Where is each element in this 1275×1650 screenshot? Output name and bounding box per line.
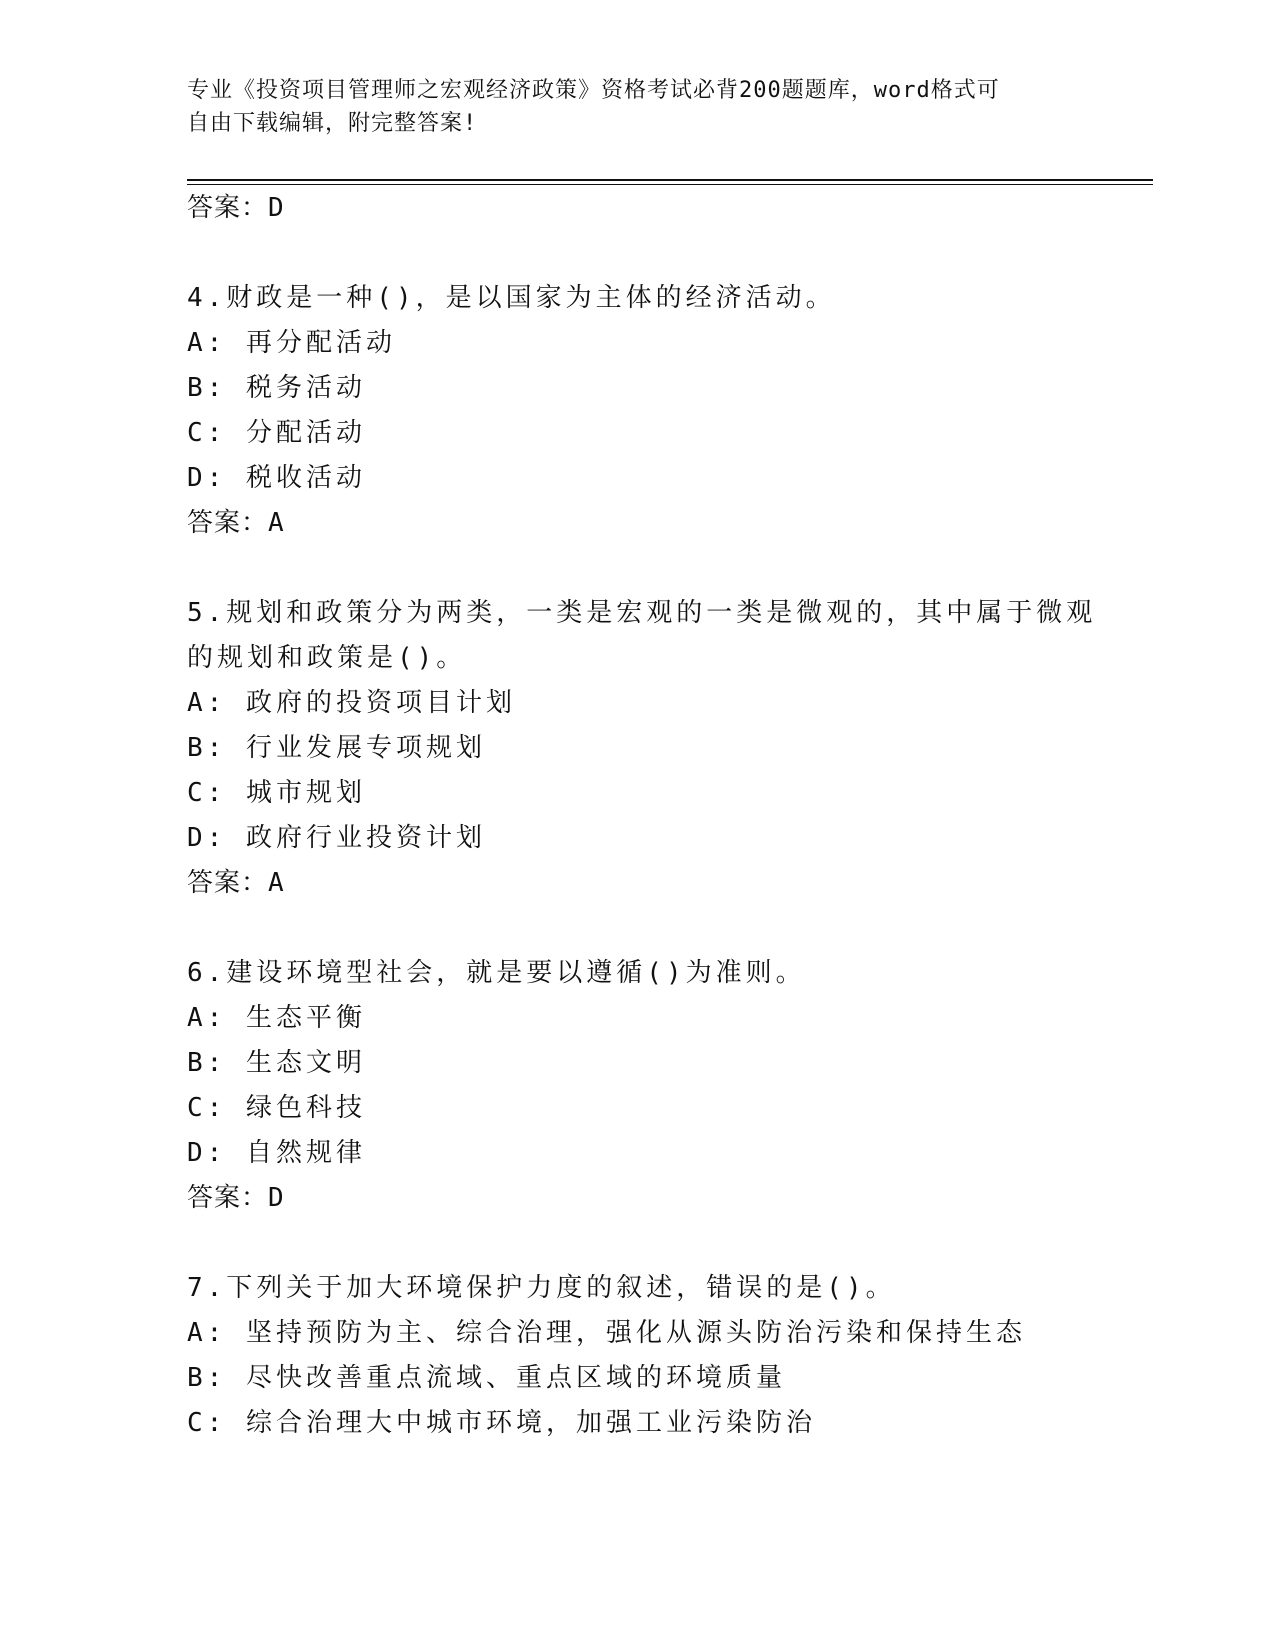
question-5-option-a: A: 政府的投资项目计划 <box>187 688 516 718</box>
question-6-stem: 6.建设环境型社会，就是要以遵循()为准则。 <box>187 958 806 988</box>
header-line-2: 自由下载编辑，附完整答案! <box>187 111 478 136</box>
header-line-1: 专业《投资项目管理师之宏观经济政策》资格考试必背200题题库，word格式可 <box>187 78 1000 103</box>
question-4-option-c: C: 分配活动 <box>187 418 366 448</box>
question-4-option-a: A: 再分配活动 <box>187 328 396 358</box>
question-5-stem-line-2: 的规划和政策是()。 <box>187 643 467 673</box>
question-6-option-b: B: 生态文明 <box>187 1048 366 1078</box>
question-4-option-d: D: 税收活动 <box>187 463 366 493</box>
question-7-stem: 7.下列关于加大环境保护力度的叙述，错误的是()。 <box>187 1273 896 1303</box>
header-divider-thick <box>187 179 1153 181</box>
question-6-option-a: A: 生态平衡 <box>187 1003 366 1033</box>
question-6-answer: 答案：D <box>187 1183 285 1213</box>
header-divider-thin <box>187 184 1153 185</box>
question-5-option-b: B: 行业发展专项规划 <box>187 733 486 763</box>
question-5-option-d: D: 政府行业投资计划 <box>187 823 486 853</box>
question-4-option-b: B: 税务活动 <box>187 373 366 403</box>
question-7-option-c: C: 综合治理大中城市环境，加强工业污染防治 <box>187 1408 816 1438</box>
question-7-option-b: B: 尽快改善重点流域、重点区域的环境质量 <box>187 1363 786 1393</box>
previous-answer: 答案：D <box>187 193 285 223</box>
question-5-stem-line-1: 5.规划和政策分为两类，一类是宏观的一类是微观的，其中属于微观 <box>187 598 1097 628</box>
question-6-option-d: D: 自然规律 <box>187 1138 366 1168</box>
document-header <box>187 74 1087 140</box>
question-5-option-c: C: 城市规划 <box>187 778 366 808</box>
question-6-option-c: C: 绿色科技 <box>187 1093 366 1123</box>
question-5-answer: 答案：A <box>187 868 285 898</box>
question-4-stem: 4.财政是一种()，是以国家为主体的经济活动。 <box>187 283 836 313</box>
question-4-answer: 答案：A <box>187 508 285 538</box>
question-7-option-a: A: 坚持预防为主、综合治理，强化从源头防治污染和保持生态 <box>187 1318 1026 1348</box>
